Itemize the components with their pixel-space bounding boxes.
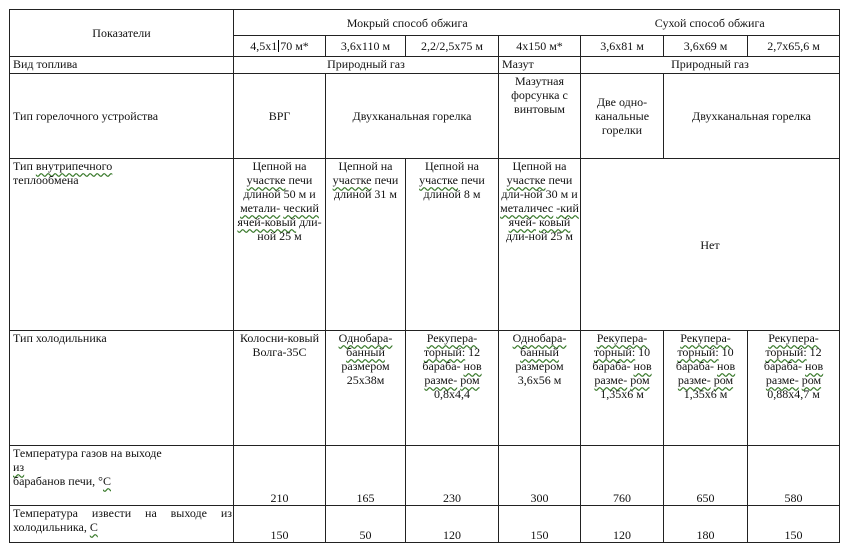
gas-temp-k1: 210 — [234, 446, 326, 506]
gas-temp-k6: 650 — [664, 446, 748, 506]
burner-k2-k3: Двухканальная горелка — [326, 74, 499, 159]
burner-k4: Мазутная форсунка с винтовым — [499, 74, 581, 159]
kiln-size-3: 2,2/2,5х75 м — [406, 36, 499, 56]
burner-k6-k7: Двухканальная горелка — [664, 74, 840, 159]
wet-method-header: Мокрый способ обжига — [234, 10, 581, 36]
kiln-size-1: 4,5х1 70 м* — [234, 36, 326, 56]
gas-temp-k3: 230 — [406, 446, 499, 506]
lime-temp-k6: 180 — [664, 506, 748, 543]
burner-k5: Две одно-канальные горелки — [581, 74, 664, 159]
fuel-oil: Мазут — [499, 56, 581, 73]
lime-temp-k4: 150 — [499, 506, 581, 543]
dry-method-header: Сухой способ обжига — [581, 10, 840, 36]
cooler-k7: Рекупера-торный: 12 бараба- нов разме- ром 0,88х4,7 м — [748, 331, 840, 446]
fuel-label: Вид топлива — [10, 56, 234, 73]
indicators-header: Показатели — [10, 10, 234, 57]
fuel-natural-gas-dry: Природный газ — [581, 56, 840, 73]
lime-temp-k3: 120 — [406, 506, 499, 543]
lime-temp-k5: 120 — [581, 506, 664, 543]
kiln-size-4: 4х150 м* — [499, 36, 581, 56]
kiln-size-6: 3,6х69 м — [664, 36, 748, 56]
gas-temp-k2: 165 — [326, 446, 406, 506]
heat-exchange-k2: Цепной на участке печи длиной 31 м — [326, 159, 406, 331]
cooler-k1: Колосни-ковый Волга-35С — [234, 331, 326, 446]
kiln-size-7: 2,7х65,6 м — [748, 36, 840, 56]
lime-temp-label: Температура извести на выходе из холодильника, С — [10, 506, 234, 543]
gas-temp-k5: 760 — [581, 446, 664, 506]
gas-temp-k7: 580 — [748, 446, 840, 506]
kiln-comparison-table — [9, 9, 840, 543]
cooler-label: Тип холодильника — [10, 331, 234, 446]
burner-k1: ВРГ — [234, 74, 326, 159]
cooler-k3: Рекупера-торный: 12 бараба- нов разме- ром 0,8х4,4 — [406, 331, 499, 446]
kiln-size-2: 3,6х110 м — [326, 36, 406, 56]
cooler-k5: Рекупера-торный: 10 бараба- нов разме- ром 1,35х6 м — [581, 331, 664, 446]
lime-temp-k1: 150 — [234, 506, 326, 543]
fuel-natural-gas-wet: Природный газ — [234, 56, 499, 73]
heat-exchange-label: Тип внутрипечного теплообмена — [10, 159, 234, 331]
cooler-k4: Однобара-банный размером 3,6х56 м — [499, 331, 581, 446]
heat-exchange-k1: Цепной на участке печи длиной 50 м и метали- ческий ячей-ковый дли-ной 25 м — [234, 159, 326, 331]
burner-label: Тип горелочного устройства — [10, 74, 234, 159]
lime-temp-k2: 50 — [326, 506, 406, 543]
gas-temp-label: Температура газов на выходе из барабанов печи, °С — [10, 446, 234, 506]
heat-exchange-k3: Цепной на участке печи длиной 8 м — [406, 159, 499, 331]
gas-temp-k4: 300 — [499, 446, 581, 506]
heat-exchange-none: Нет — [581, 159, 840, 331]
heat-exchange-k4: Цепной на участке печи дли-ной 30 м и металичес -кий ячей- ковый дли-ной 25 м — [499, 159, 581, 331]
lime-temp-k7: 150 — [748, 506, 840, 543]
cooler-k6: Рекупера-торный: 10 бараба- нов разме- ром 1,35х6 м — [664, 331, 748, 446]
kiln-size-5: 3,6х81 м — [581, 36, 664, 56]
cooler-k2: Однобара-банный размером 25х38м — [326, 331, 406, 446]
